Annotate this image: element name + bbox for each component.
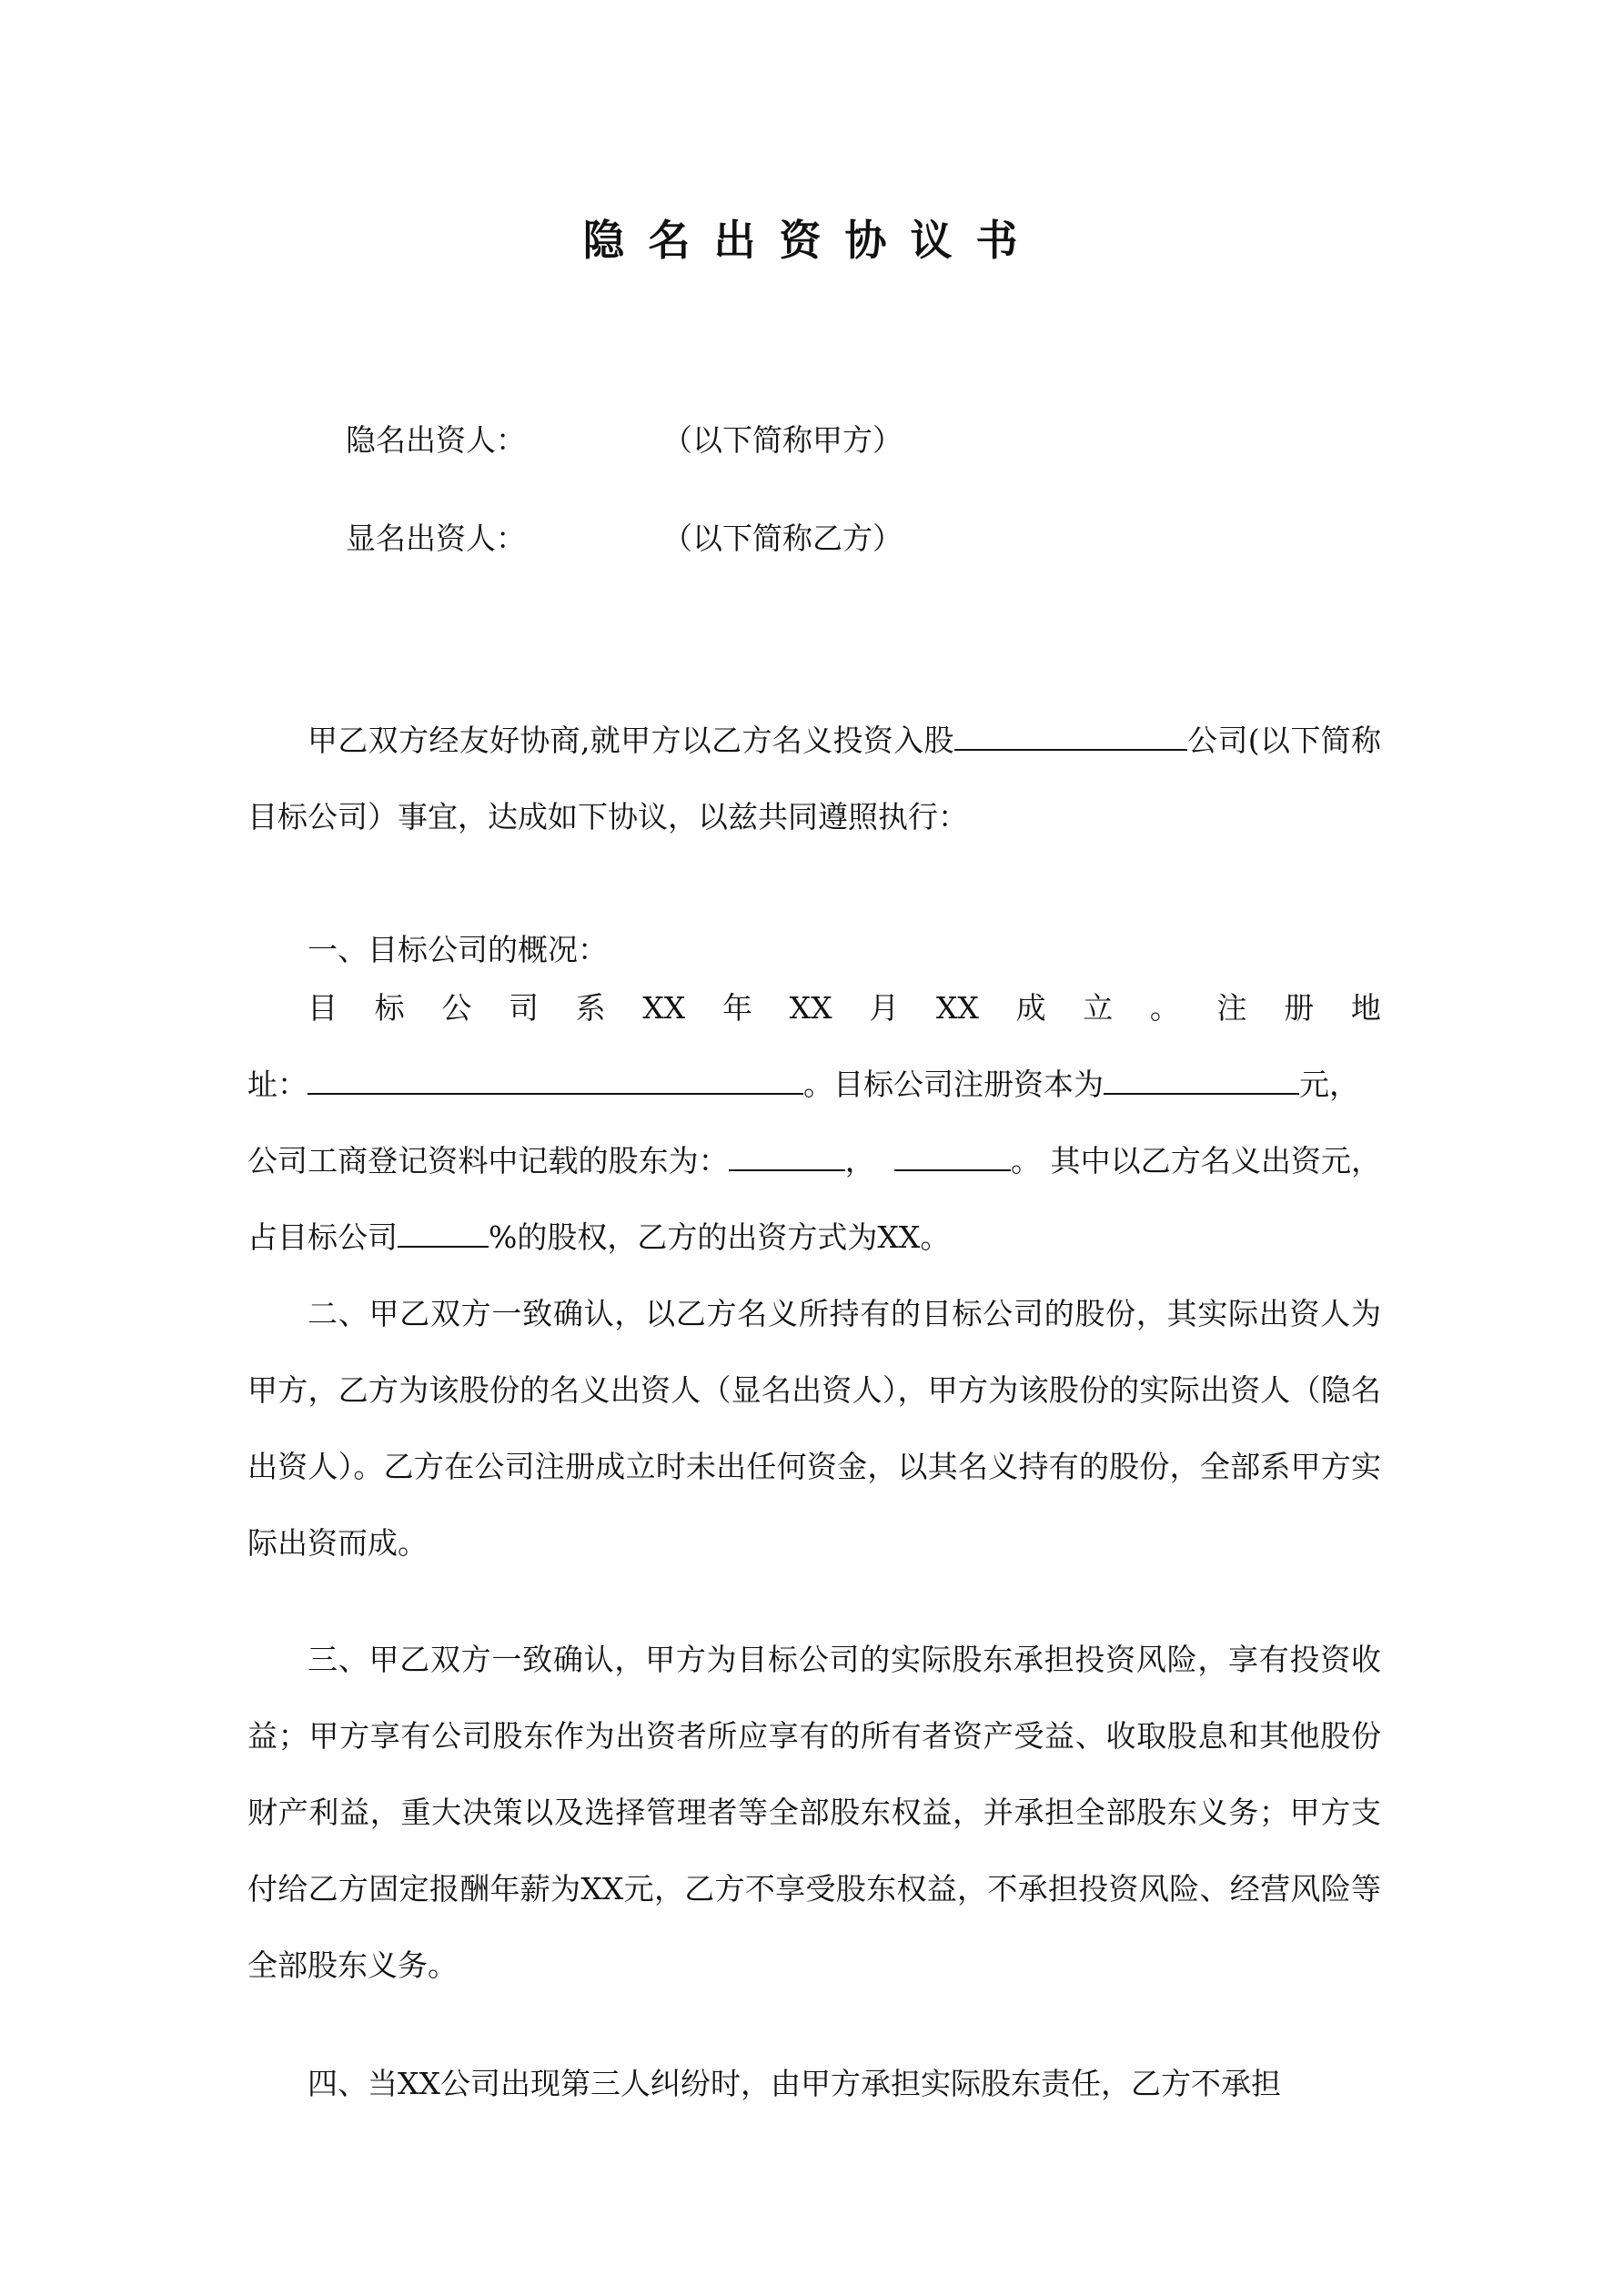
document-title: 隐名出资协议书	[582, 216, 1042, 265]
spread-word: XX	[789, 990, 832, 1026]
section4-paragraph	[247, 2046, 1381, 2122]
spread-word: 目	[308, 990, 338, 1026]
party-label: 显名出资人：	[346, 521, 526, 556]
after-holders: 。 其中以乙方名义出资元，占目标公司	[247, 1143, 1382, 1255]
intro-text-b: 公司(以下简称目标公司）事宜，达成如下协议，以兹共同遵照执行：	[247, 723, 1381, 834]
spread-word: 系	[575, 990, 606, 1026]
section1-heading-text: 一、目标公司的概况：	[308, 932, 608, 967]
spread-word: 月	[869, 990, 900, 1026]
spread-word: 公	[441, 990, 472, 1026]
section1-address-line	[247, 1047, 1381, 1123]
spread-word: 册	[1284, 990, 1315, 1026]
holder-blank-2	[894, 1137, 1011, 1171]
section1-holders-line	[247, 1123, 1381, 1276]
spread-word: 标	[374, 990, 405, 1026]
spread-word: XX	[642, 990, 686, 1026]
spread-word: 立	[1083, 990, 1114, 1026]
holder-blank-1	[729, 1137, 845, 1171]
spread-word: 司	[508, 990, 539, 1026]
party-nominal-investor	[346, 517, 903, 561]
section4-text: 四、当XX公司出现第三人纠纷时，由甲方承担实际股东责任，乙方不承担	[308, 2066, 1281, 2101]
party-note: （以下简称甲方）	[662, 422, 903, 458]
spread-word: XX	[935, 990, 979, 1026]
section1-spread-line	[247, 970, 1381, 1047]
capital-blank	[1104, 1060, 1299, 1095]
percent-blank	[398, 1213, 489, 1248]
capital-unit: 元，	[1299, 1067, 1359, 1102]
party-hidden-investor	[346, 419, 903, 462]
address-label: 址：	[247, 1067, 308, 1102]
percent-tail: %的股权，乙方的出资方式为XX。	[489, 1219, 951, 1255]
spread-word: 。	[1149, 990, 1180, 1026]
spread-word: 地	[1350, 990, 1381, 1026]
party-label: 隐名出资人：	[346, 422, 526, 458]
party-note: （以下简称乙方）	[662, 521, 903, 556]
holders-sep: ，	[844, 1143, 875, 1178]
company-name-blank	[954, 716, 1187, 751]
section1-paragraph	[247, 970, 1381, 1276]
capital-label: 。目标公司注册资本为	[803, 1067, 1104, 1102]
section2-paragraph	[247, 1276, 1381, 1582]
holders-label: 公司工商登记资料中记载的股东为：	[247, 1143, 729, 1178]
intro-paragraph	[247, 703, 1381, 855]
spread-word: 注	[1216, 990, 1247, 1026]
spread-word: 年	[721, 990, 752, 1026]
intro-text-a: 甲乙双方经友好协商,就甲方以乙方名义投资入股	[308, 723, 954, 758]
address-blank	[308, 1060, 803, 1095]
section3-paragraph	[247, 1622, 1381, 2004]
spread-word: 成	[1015, 990, 1046, 1026]
section3-text: 三、甲乙双方一致确认，甲方为目标公司的实际股东承担投资风险，享有投资收益；甲方享有公司股东作为出资者所应享有的所有者资产受益、收取股息和其他股份财产利益，重大决策以及选择管理者等全部股东权益，并承担全部股东义务；甲方支付给乙方固定报酬年薪为XX元，乙方不享受股东权益，不承担投资风险、经营风险等全部股东义务。	[247, 1642, 1381, 1983]
section2-text: 二、甲乙双方一致确认，以乙方名义所持有的目标公司的股份，其实际出资人为甲方，乙方为该股份的名义出资人（显名出资人），甲方为该股份的实际出资人（隐名出资人）。乙方在公司注册成立时未出任何资金，以其名义持有的股份，全部系甲方实际出资而成。	[247, 1296, 1381, 1561]
